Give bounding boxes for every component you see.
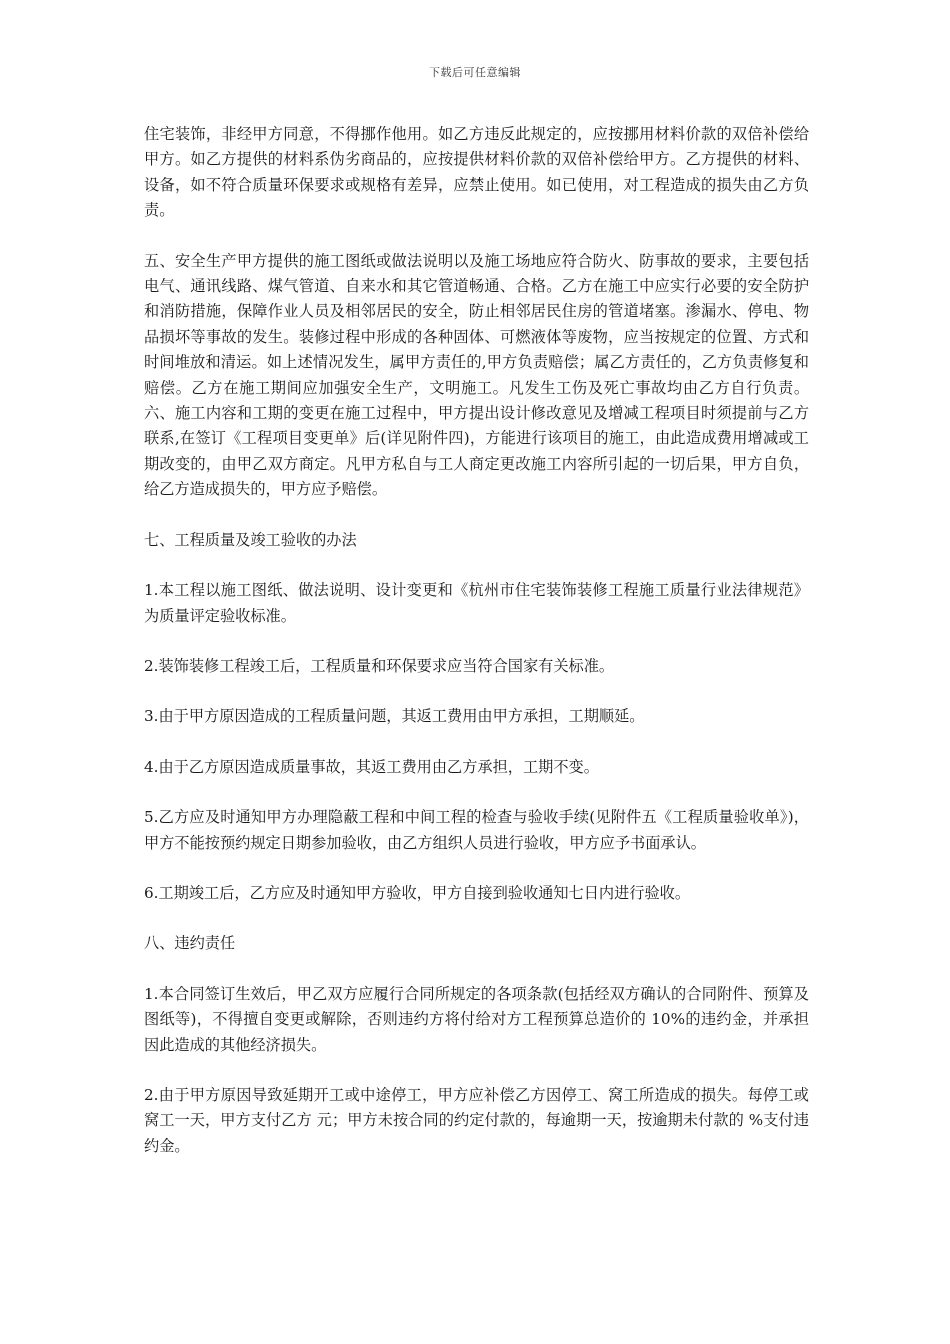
clause-7-2: 2.装饰装修工程竣工后，工程质量和环保要求应当符合国家有关标准。 — [144, 656, 615, 675]
clause-7-1: 1.本工程以施工图纸、做法说明、设计变更和《杭州市住宅装饰装修工程施工质量行业法律规范》为质量评定验收标准。 — [144, 581, 809, 625]
paragraph-safety-and-changes: 五、安全生产甲方提供的施工图纸或做法说明以及施工场地应符合防火、防事故的要求，主要包括电气、通讯线路、煤气管道、自来水和其它管道畅通、合格。乙方在施工中应实行必要的安全防护和消防措施，保障作业人员及相邻居民的安全，防止相邻居民住房的管道堵塞。渗漏水、停电、物品损坏等事故的发生。装修过程中形成的各种固体、可燃液体等废物，应当按规定的位置、方式和时间堆放和清运。如上述情况发生，属甲方责任的,甲方负责赔偿；属乙方责任的，乙方负责修复和赔偿。乙方在施工期间应加强安全生产，文明施工。凡发生工伤及死亡事故均由乙方自行负责。六、施工内容和工期的变更在施工过程中，甲方提出设计修改意见及增减工程项目时须提前与乙方联系,在签订《工程项目变更单》后(详见附件四)，方能进行该项目的施工，由此造成费用增减或工期改变的，由甲乙双方商定。凡甲方私自与工人商定更改施工内容所引起的一切后果，甲方自负，给乙方造成损失的，甲方应予赔偿。 — [144, 251, 809, 499]
clause-8-2: 2.由于甲方原因导致延期开工或中途停工，甲方应补偿乙方因停工、窝工所造成的损失。每停工或窝工一天，甲方支付乙方 元；甲方未按合同的约定付款的，每逾期一天，按逾期未付款的 %支付违约金。 — [144, 1085, 809, 1155]
section-heading-quality-acceptance: 七、工程质量及竣工验收的办法 — [144, 530, 357, 549]
clause-7-5: 5.乙方应及时通知甲方办理隐蔽工程和中间工程的检查与验收手续(见附件五《工程质量验收单》)，甲方不能按预约规定日期参加验收，由乙方组织人员进行验收，甲方应予书面承认。 — [144, 808, 809, 852]
clause-7-6: 6.工期竣工后，乙方应及时通知甲方验收，甲方自接到验收通知七日内进行验收。 — [144, 883, 691, 902]
clause-7-3: 3.由于甲方原因造成的工程质量问题，其返工费用由甲方承担，工期顺延。 — [144, 707, 645, 726]
clause-7-4: 4.由于乙方原因造成质量事故，其返工费用由乙方承担，工期不变。 — [144, 757, 599, 776]
paragraph-material-use: 住宅装饰，非经甲方同意，不得挪作他用。如乙方违反此规定的，应按挪用材料价款的双倍补偿给甲方。如乙方提供的材料系伪劣商品的，应按提供材料价款的双倍补偿给甲方。乙方提供的材料、设备，如不符合质量环保要求或规格有差异，应禁止使用。如已使用，对工程造成的损失由乙方负责。 — [144, 125, 809, 220]
document-body — [144, 122, 809, 1184]
page-header-note: 下载后可任意编辑 — [429, 66, 521, 79]
section-heading-liability: 八、违约责任 — [144, 934, 236, 953]
clause-8-1: 1.本合同签订生效后，甲乙双方应履行合同所规定的各项条款(包括经双方确认的合同附件、预算及图纸等)，不得擅自变更或解除，否则违约方将付给对方工程预算总造价的 10%的违约金，并承担因此造成的其他经济损失。 — [144, 984, 809, 1054]
